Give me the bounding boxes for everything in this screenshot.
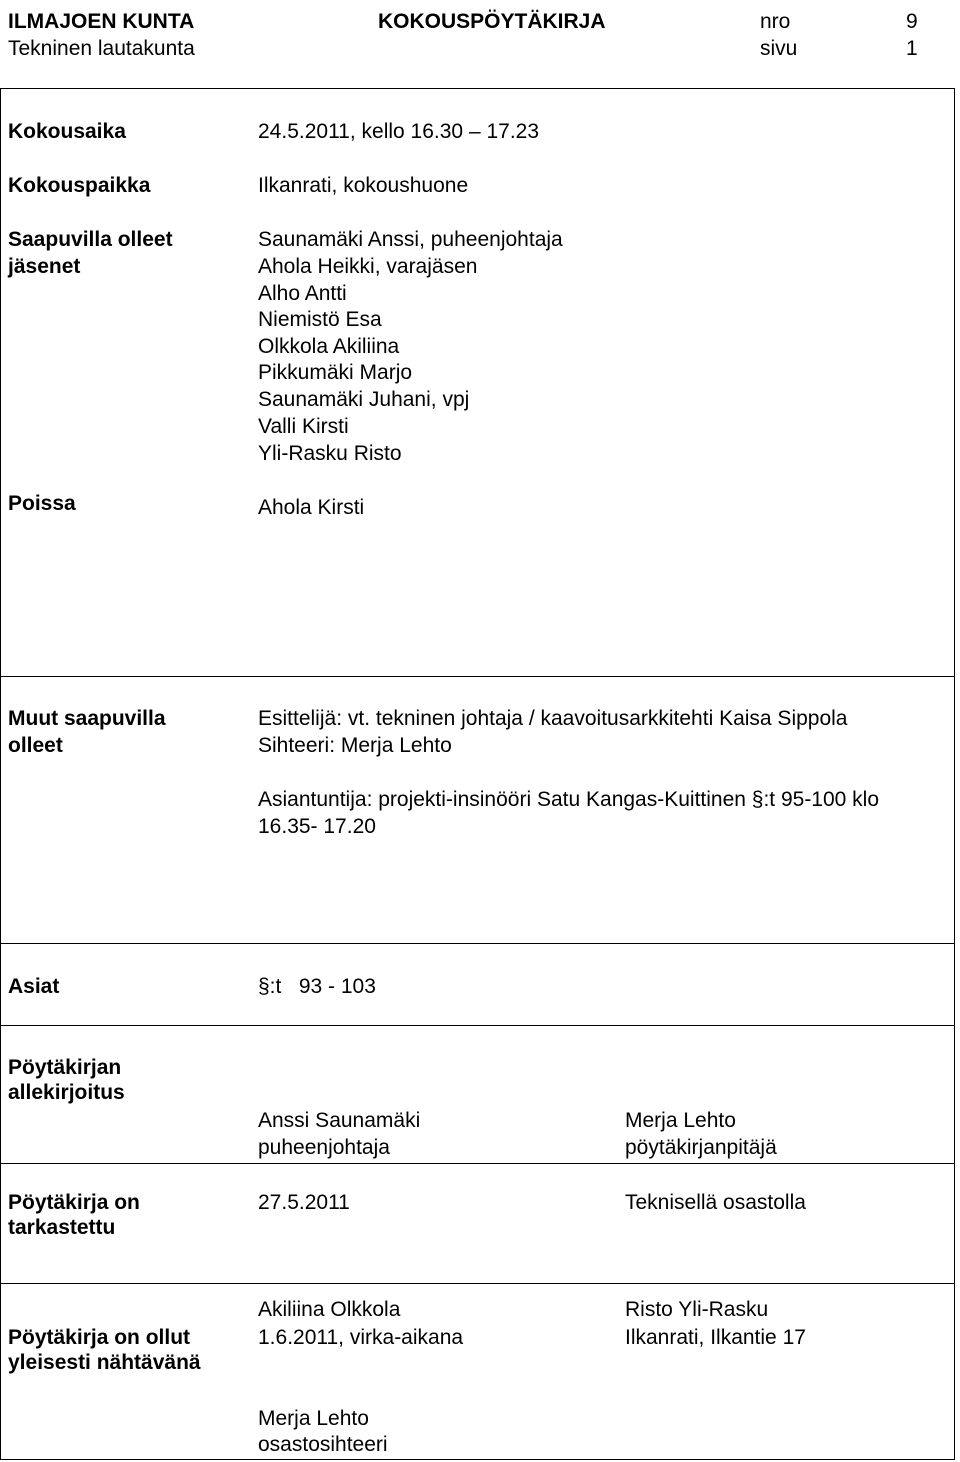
absent-value: Ahola Kirsti [258, 496, 365, 519]
others-label-2: olleet [8, 734, 63, 757]
nro-value: 9 [906, 10, 918, 33]
checked-label: Pöytäkirja on [8, 1191, 140, 1214]
secretary: Sihteeri: Merja Lehto [258, 734, 452, 757]
board-name: Tekninen lautakunta [8, 37, 195, 60]
absent-label: Poissa [8, 492, 76, 515]
secretary-name: Merja Lehto [625, 1109, 736, 1132]
checked-date: 27.5.2011 [258, 1191, 350, 1214]
member-6: Pikkumäki Marjo [258, 361, 413, 384]
public-place: Ilkanrati, Ilkantie 17 [625, 1326, 806, 1349]
section-divider [0, 1283, 955, 1284]
expert-line-1: Asiantuntija: projekti-insinööri Satu Kangas-Kuittinen §:t 95-100 klo [258, 788, 880, 811]
member-2: Ahola Heikki, varajäsen [258, 255, 478, 278]
present-label: Saapuvilla olleet [8, 228, 173, 251]
page-value: 1 [906, 37, 918, 60]
member-5: Olkkola Akiliina [258, 335, 400, 358]
org-name: ILMAJOEN KUNTA [8, 10, 195, 33]
section-divider [0, 1025, 955, 1026]
signature-label-2: allekirjoitus [8, 1081, 125, 1104]
chair-name: Anssi Saunamäki [258, 1109, 421, 1132]
meeting-place-value: Ilkanrati, kokoushuone [258, 174, 469, 197]
signature-label: Pöytäkirjan [8, 1056, 122, 1079]
others-label: Muut saapuvilla [8, 707, 166, 730]
checked-place: Teknisellä osastolla [625, 1191, 806, 1214]
public-sign-name: Merja Lehto [258, 1407, 369, 1430]
public-sign-title: osastosihteeri [258, 1433, 388, 1456]
section-divider [0, 1163, 955, 1164]
presenter: Esittelijä: vt. tekninen johtaja / kaavoitusarkkitehti Kaisa Sippola [258, 707, 848, 730]
meeting-time-label: Kokousaika [8, 120, 126, 143]
meeting-time-value: 24.5.2011, kello 16.30 – 17.23 [258, 120, 540, 143]
chair-title: puheenjohtaja [258, 1136, 390, 1159]
checker-1: Akiliina Olkkola [258, 1298, 401, 1321]
matters-label: Asiat [8, 975, 60, 998]
present-label-2: jäsenet [8, 255, 81, 278]
member-1: Saunamäki Anssi, puheenjohtaja [258, 228, 563, 251]
public-label: Pöytäkirja on ollut [8, 1326, 191, 1349]
public-date: 1.6.2011, virka-aikana [258, 1326, 464, 1349]
checker-2: Risto Yli-Rasku [625, 1298, 769, 1321]
member-8: Valli Kirsti [258, 415, 349, 438]
member-7: Saunamäki Juhani, vpj [258, 388, 470, 411]
member-3: Alho Antti [258, 282, 347, 305]
public-label-2: yleisesti nähtävänä [8, 1351, 201, 1374]
meeting-place-label: Kokouspaikka [8, 174, 151, 197]
doc-type: KOKOUSPÖYTÄKIRJA [378, 10, 606, 33]
page-label: sivu [760, 37, 798, 60]
section-divider [0, 676, 955, 677]
matters-value: §:t 93 - 103 [258, 975, 376, 998]
secretary-title: pöytäkirjanpitäjä [625, 1136, 777, 1159]
member-4: Niemistö Esa [258, 308, 382, 331]
checked-label-2: tarkastettu [8, 1216, 116, 1239]
member-9: Yli-Rasku Risto [258, 442, 402, 465]
nro-label: nro [760, 10, 791, 33]
section-divider [0, 943, 955, 944]
expert-line-2: 16.35- 17.20 [258, 815, 376, 838]
document-frame [0, 88, 955, 1460]
